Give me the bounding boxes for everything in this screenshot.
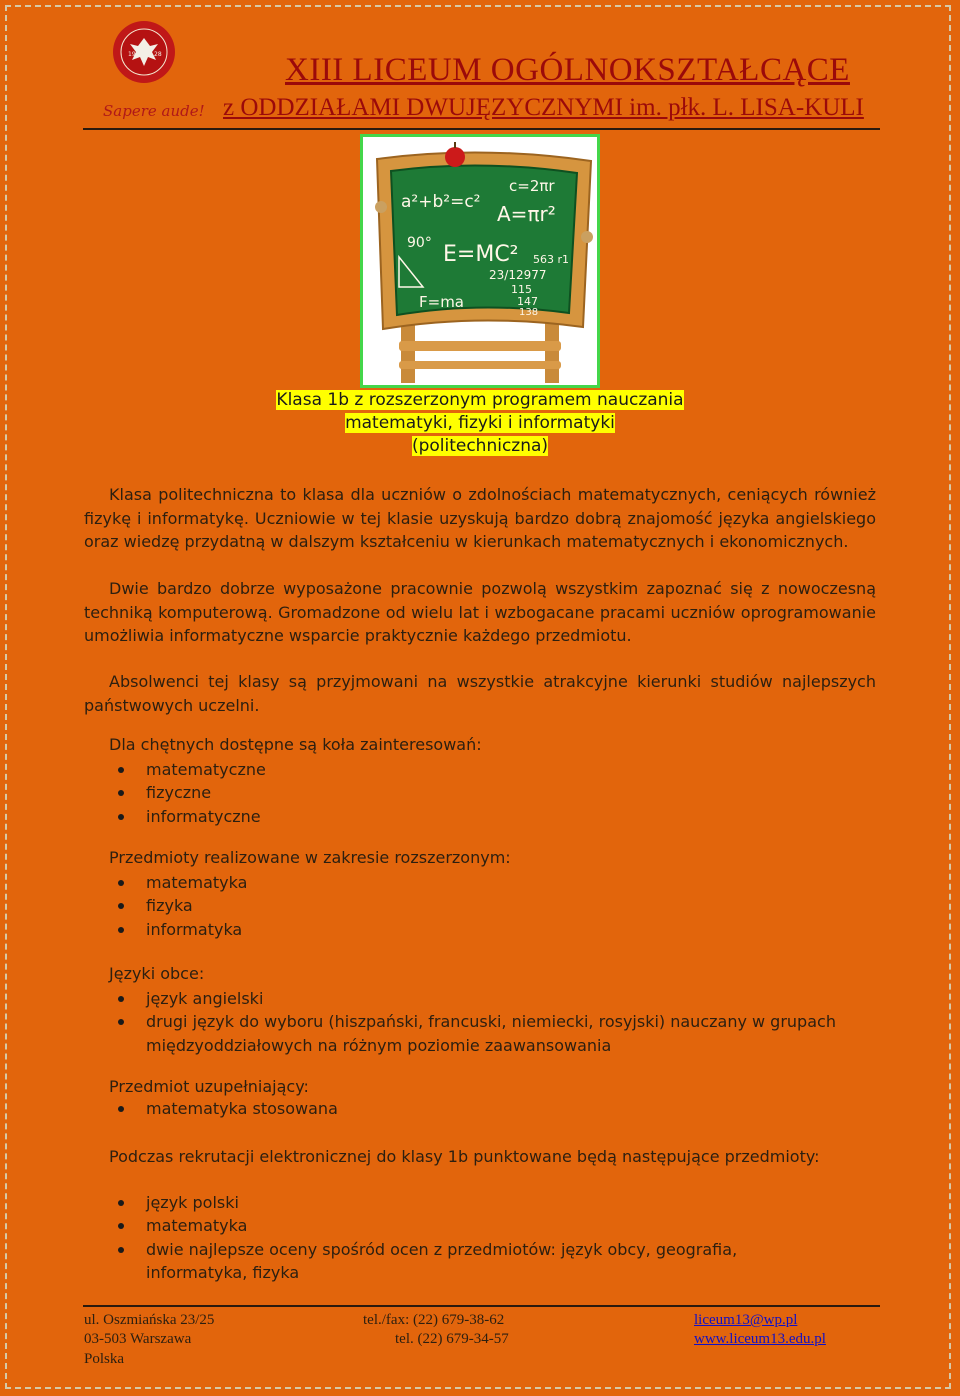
board-formula: 90° bbox=[407, 235, 432, 251]
supplementary-heading: Przedmiot uzupełniający: bbox=[109, 1077, 309, 1096]
board-formula: 563 r1 bbox=[533, 253, 570, 266]
title-line-1-text: Klasa 1b z rozszerzonym programem nauczania bbox=[276, 390, 684, 410]
footer-phone: tel. (22) 679-34-57 bbox=[395, 1331, 509, 1347]
list-item: dwie najlepsze oceny spośród ocen z przedmiotów: język obcy, geografia, informatyka, fizyka bbox=[118, 1238, 818, 1285]
school-logo bbox=[112, 20, 176, 84]
list-item: drugi język do wyboru (hiszpański, francuski, niemiecki, rosyjski) nauczany w grupach międzyoddziałowych na różnym poziomie zaawansowania bbox=[118, 1010, 838, 1057]
list-item: język polski bbox=[118, 1191, 818, 1214]
apple-icon bbox=[445, 147, 465, 167]
class-title-line-1 bbox=[0, 390, 960, 410]
clubs-list bbox=[118, 758, 266, 828]
list-item: fizyka bbox=[118, 894, 247, 917]
list-item: informatyczne bbox=[118, 805, 266, 828]
footer-city: 03-503 Warszawa bbox=[84, 1331, 192, 1347]
board-formula: a²+b²=c² bbox=[401, 192, 481, 212]
bullet-icon bbox=[118, 1106, 124, 1112]
list-item: język angielski bbox=[118, 987, 838, 1010]
supplementary-list bbox=[118, 1097, 338, 1120]
recruitment-list bbox=[118, 1191, 818, 1284]
footer-country: Polska bbox=[84, 1351, 125, 1367]
board-formula: c=2πr bbox=[509, 177, 555, 195]
board-formula: F=ma bbox=[419, 293, 464, 311]
bullet-icon bbox=[118, 903, 124, 909]
school-subname: z ODDZIAŁAMI DWUJĘZYCZNYMI im. płk. L. LISA-KULI bbox=[223, 94, 864, 121]
board-formula: E=MC² bbox=[443, 242, 519, 267]
board-formula: 138 bbox=[519, 307, 539, 318]
bullet-icon bbox=[118, 1200, 124, 1206]
list-item: matematyka bbox=[118, 1214, 818, 1237]
board-formula: 115 bbox=[511, 283, 532, 296]
bullet-icon bbox=[118, 1223, 124, 1229]
board-formula: 23/12977 bbox=[489, 268, 547, 282]
list-item: informatyka bbox=[118, 918, 247, 941]
list-item: matematyka bbox=[118, 871, 247, 894]
board-formula: 147 bbox=[517, 295, 538, 308]
footer-street: ul. Oszmiańska 23/25 bbox=[84, 1312, 215, 1328]
list-item: matematyka stosowana bbox=[118, 1097, 338, 1120]
bullet-icon bbox=[118, 790, 124, 796]
board-formula: A=πr² bbox=[497, 202, 556, 226]
bullet-icon bbox=[118, 1247, 124, 1253]
chalkboard-illustration bbox=[363, 137, 597, 385]
footer-email-link[interactable]: liceum13@wp.pl bbox=[694, 1312, 798, 1328]
school-name: XIII LICEUM OGÓLNOKSZTAŁCĄCE bbox=[285, 52, 850, 88]
graduates-paragraph: Absolwenci tej klasy są przyjmowani na wszystkie atrakcyjne kierunki studiów najlepszych państwowych uczelni. bbox=[84, 672, 876, 715]
school-motto: Sapere aude! bbox=[103, 102, 205, 120]
labs-paragraph: Dwie bardzo dobrze wyposażone pracownie pozwolą wszystkim zapoznać się z nowoczesną techniką komputerową. Gromadzone od wielu lat i wzbogacane pracami uczniów oprogramowanie umożliwia informatyczne wsparcie praktycznie każdego przedmiotu. bbox=[84, 579, 876, 645]
extended-subjects-heading: Przedmioty realizowane w zakresie rozszerzonym: bbox=[109, 848, 511, 867]
logo-year-left: 19 bbox=[128, 51, 136, 58]
languages-list bbox=[118, 987, 838, 1057]
class-title-line-2 bbox=[0, 413, 960, 433]
clubs-heading: Dla chętnych dostępne są koła zainteresowań: bbox=[109, 735, 482, 754]
languages-heading: Języki obce: bbox=[109, 964, 205, 983]
bullet-icon bbox=[118, 996, 124, 1002]
logo-year-right: 28 bbox=[154, 51, 162, 58]
footer-phone-fax: tel./fax: (22) 679-38-62 bbox=[363, 1312, 505, 1328]
bullet-icon bbox=[118, 927, 124, 933]
chalkboard-image bbox=[360, 134, 600, 388]
title-line-2-text: matematyki, fizyki i informatyki bbox=[345, 413, 615, 433]
title-line-3-text: (politechniczna) bbox=[411, 436, 549, 456]
extended-subjects-list bbox=[118, 871, 247, 941]
header-divider bbox=[83, 128, 880, 130]
bullet-icon bbox=[118, 1019, 124, 1025]
class-title-line-3 bbox=[0, 436, 960, 456]
bullet-icon bbox=[118, 880, 124, 886]
footer-divider bbox=[83, 1305, 880, 1307]
recruitment-heading: Podczas rekrutacji elektronicznej do klasy 1b punktowane będą następujące przedmioty: bbox=[109, 1147, 820, 1166]
bullet-icon bbox=[118, 814, 124, 820]
list-item: matematyczne bbox=[118, 758, 266, 781]
footer-website-link[interactable]: www.liceum13.edu.pl bbox=[694, 1331, 826, 1347]
bullet-icon bbox=[118, 767, 124, 773]
list-item: fizyczne bbox=[118, 781, 266, 804]
intro-paragraph: Klasa politechniczna to klasa dla uczniów o zdolnościach matematycznych, ceniących również fizykę i informatykę. Uczniowie w tej klasie uzyskują bardzo dobrą znajomość języka angielskiego oraz wiedzę przydatną w dalszym kształceniu w kierunkach matematycznych i ekonomicznych. bbox=[84, 485, 876, 551]
